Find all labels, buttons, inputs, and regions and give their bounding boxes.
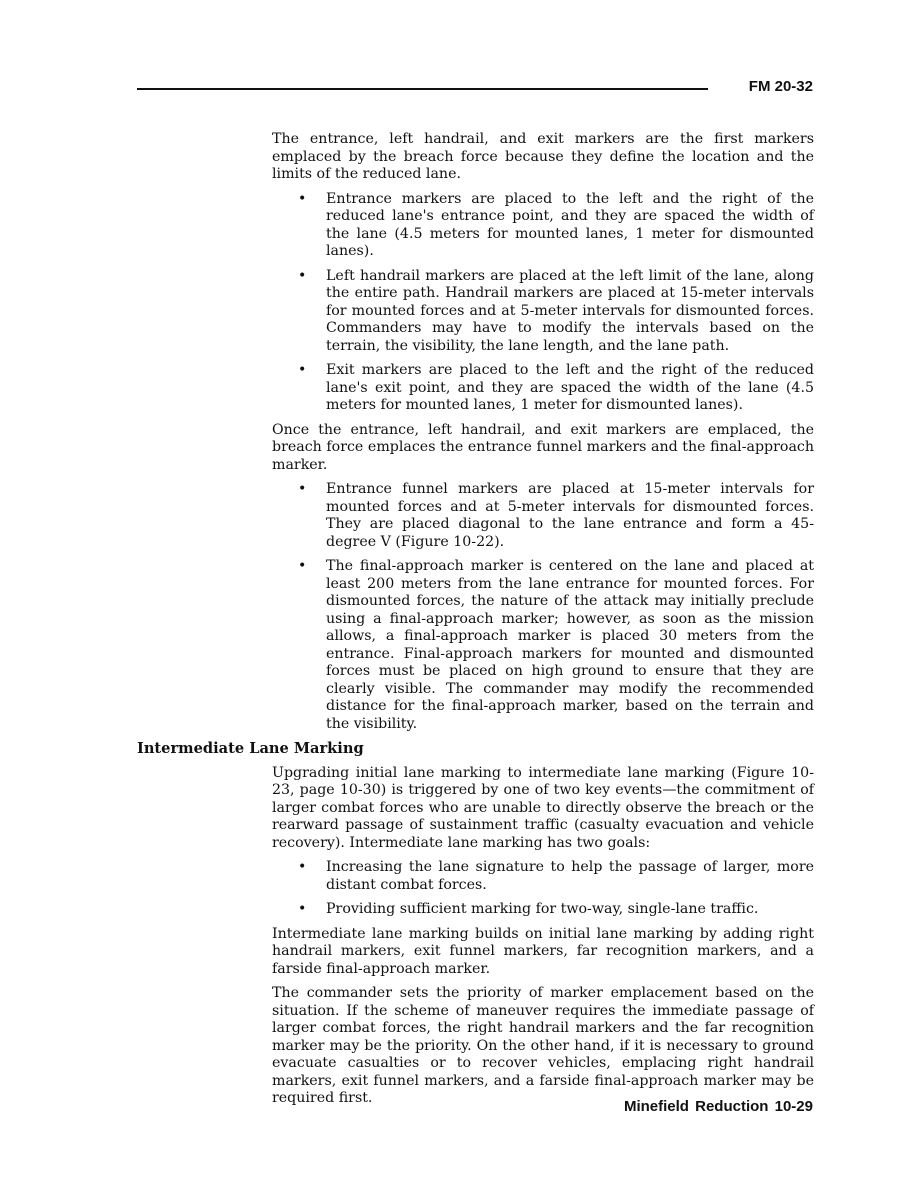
paragraph-priority: The commander sets the priority of marker emplacement based on the situation. If the scheme of maneuver requires the immediate passage of larger combat forces, the right handrail markers and the far recognition marker may be the priority. On the other hand, if it is necessary to ground evacuate casualties or to recover vehicles, emplacing right handrail markers, exit funnel markers, and a farside final-approach marker may be required first. — [272, 985, 814, 1106]
list-item-text: Left handrail markers are placed at the left limit of the lane, along the entire path. Handrail markers are placed at 15-meter intervals for mounted forces and at 5-meter intervals for dismounted forces. Commanders may have to modify the intervals based on the terrain, the visibility, the lane length, and the lane path. — [326, 267, 814, 354]
list-item — [272, 859, 814, 894]
bullet-icon: • — [298, 267, 307, 284]
bullet-icon: • — [298, 362, 307, 378]
list-item — [272, 481, 814, 551]
page-body — [137, 131, 814, 1115]
paragraph-initial-markers: The entrance, left handrail, and exit markers are the first markers emplaced by the breach force because they define the location and the limits of the reduced lane. — [272, 131, 814, 182]
bullet-icon: • — [298, 190, 307, 207]
list-item — [272, 191, 814, 261]
list-item — [272, 268, 814, 356]
bullet-icon: • — [298, 481, 307, 497]
list-item-text: Increasing the lane signature to help the passage of larger, more distant combat forces. — [326, 859, 814, 893]
bullet-list-funnel-markers — [272, 481, 814, 733]
section-heading: Intermediate Lane Marking — [137, 740, 364, 757]
list-item-text: Exit markers are placed to the left and the right of the reduced lane's exit point, and they are spaced the width of the lane (4.5 meters for mounted lanes, 1 meter for dismounted lanes). — [326, 362, 814, 413]
header-rule — [137, 88, 708, 90]
list-item-text: Entrance markers are placed to the left and the right of the reduced lane's entrance point, and they are spaced the width of the lane (4.5 meters for mounted lanes, 1 meter for dismounted lanes). — [326, 190, 814, 259]
paragraph-funnel-markers: Once the entrance, left handrail, and exit markers are emplaced, the breach force emplaces the entrance funnel markers and the final-approach marker. — [272, 421, 814, 473]
manual-id: FM 20-32 — [748, 78, 813, 95]
list-item — [272, 558, 814, 733]
paragraph-intermediate-intro: Upgrading initial lane marking to intermediate lane marking (Figure 10-23, page 10-30) is triggered by one of two key events—the commitment of larger combat forces who are unable to directly observe the breach or the rearward passage of sustainment traffic (casualty evacuation and vehicle recovery). Intermediate lane marking has two goals: — [272, 764, 814, 851]
list-item-text: The final-approach marker is centered on the lane and placed at least 200 meters from the lane entrance for mounted forces. For dismounted forces, the nature of the attack may initially preclude using a final-approach marker; however, as soon as the mission allows, a final-approach marker is placed 30 meters from the entrance. Final-approach markers for mounted and dismounted forces must be placed on high ground to ensure that they are clearly visible. The commander may modify the recommended distance for the final-approach marker, based on the terrain and the visibility. — [326, 558, 814, 732]
bullet-icon: • — [298, 558, 307, 574]
paragraph-intermediate-builds: Intermediate lane marking builds on initial lane marking by adding right handrail markers, exit funnel markers, far recognition markers, and a farside final-approach marker. — [272, 925, 814, 977]
page-footer: Minefield Reduction 10-29 — [623, 1098, 813, 1115]
bullet-icon: • — [298, 901, 307, 917]
list-item-text: Entrance funnel markers are placed at 15-meter intervals for mounted forces and at 5-meter intervals for dismounted forces. They are placed diagonal to the lane entrance and form a 45-degree V (Figure 10-22). — [326, 481, 814, 550]
bullet-list-initial-markers — [272, 191, 814, 415]
bullet-icon: • — [298, 859, 307, 875]
bullet-list-goals — [272, 859, 814, 919]
list-item — [272, 901, 814, 919]
list-item-text: Providing sufficient marking for two-way, single-lane traffic. — [326, 901, 759, 917]
list-item — [272, 362, 814, 415]
